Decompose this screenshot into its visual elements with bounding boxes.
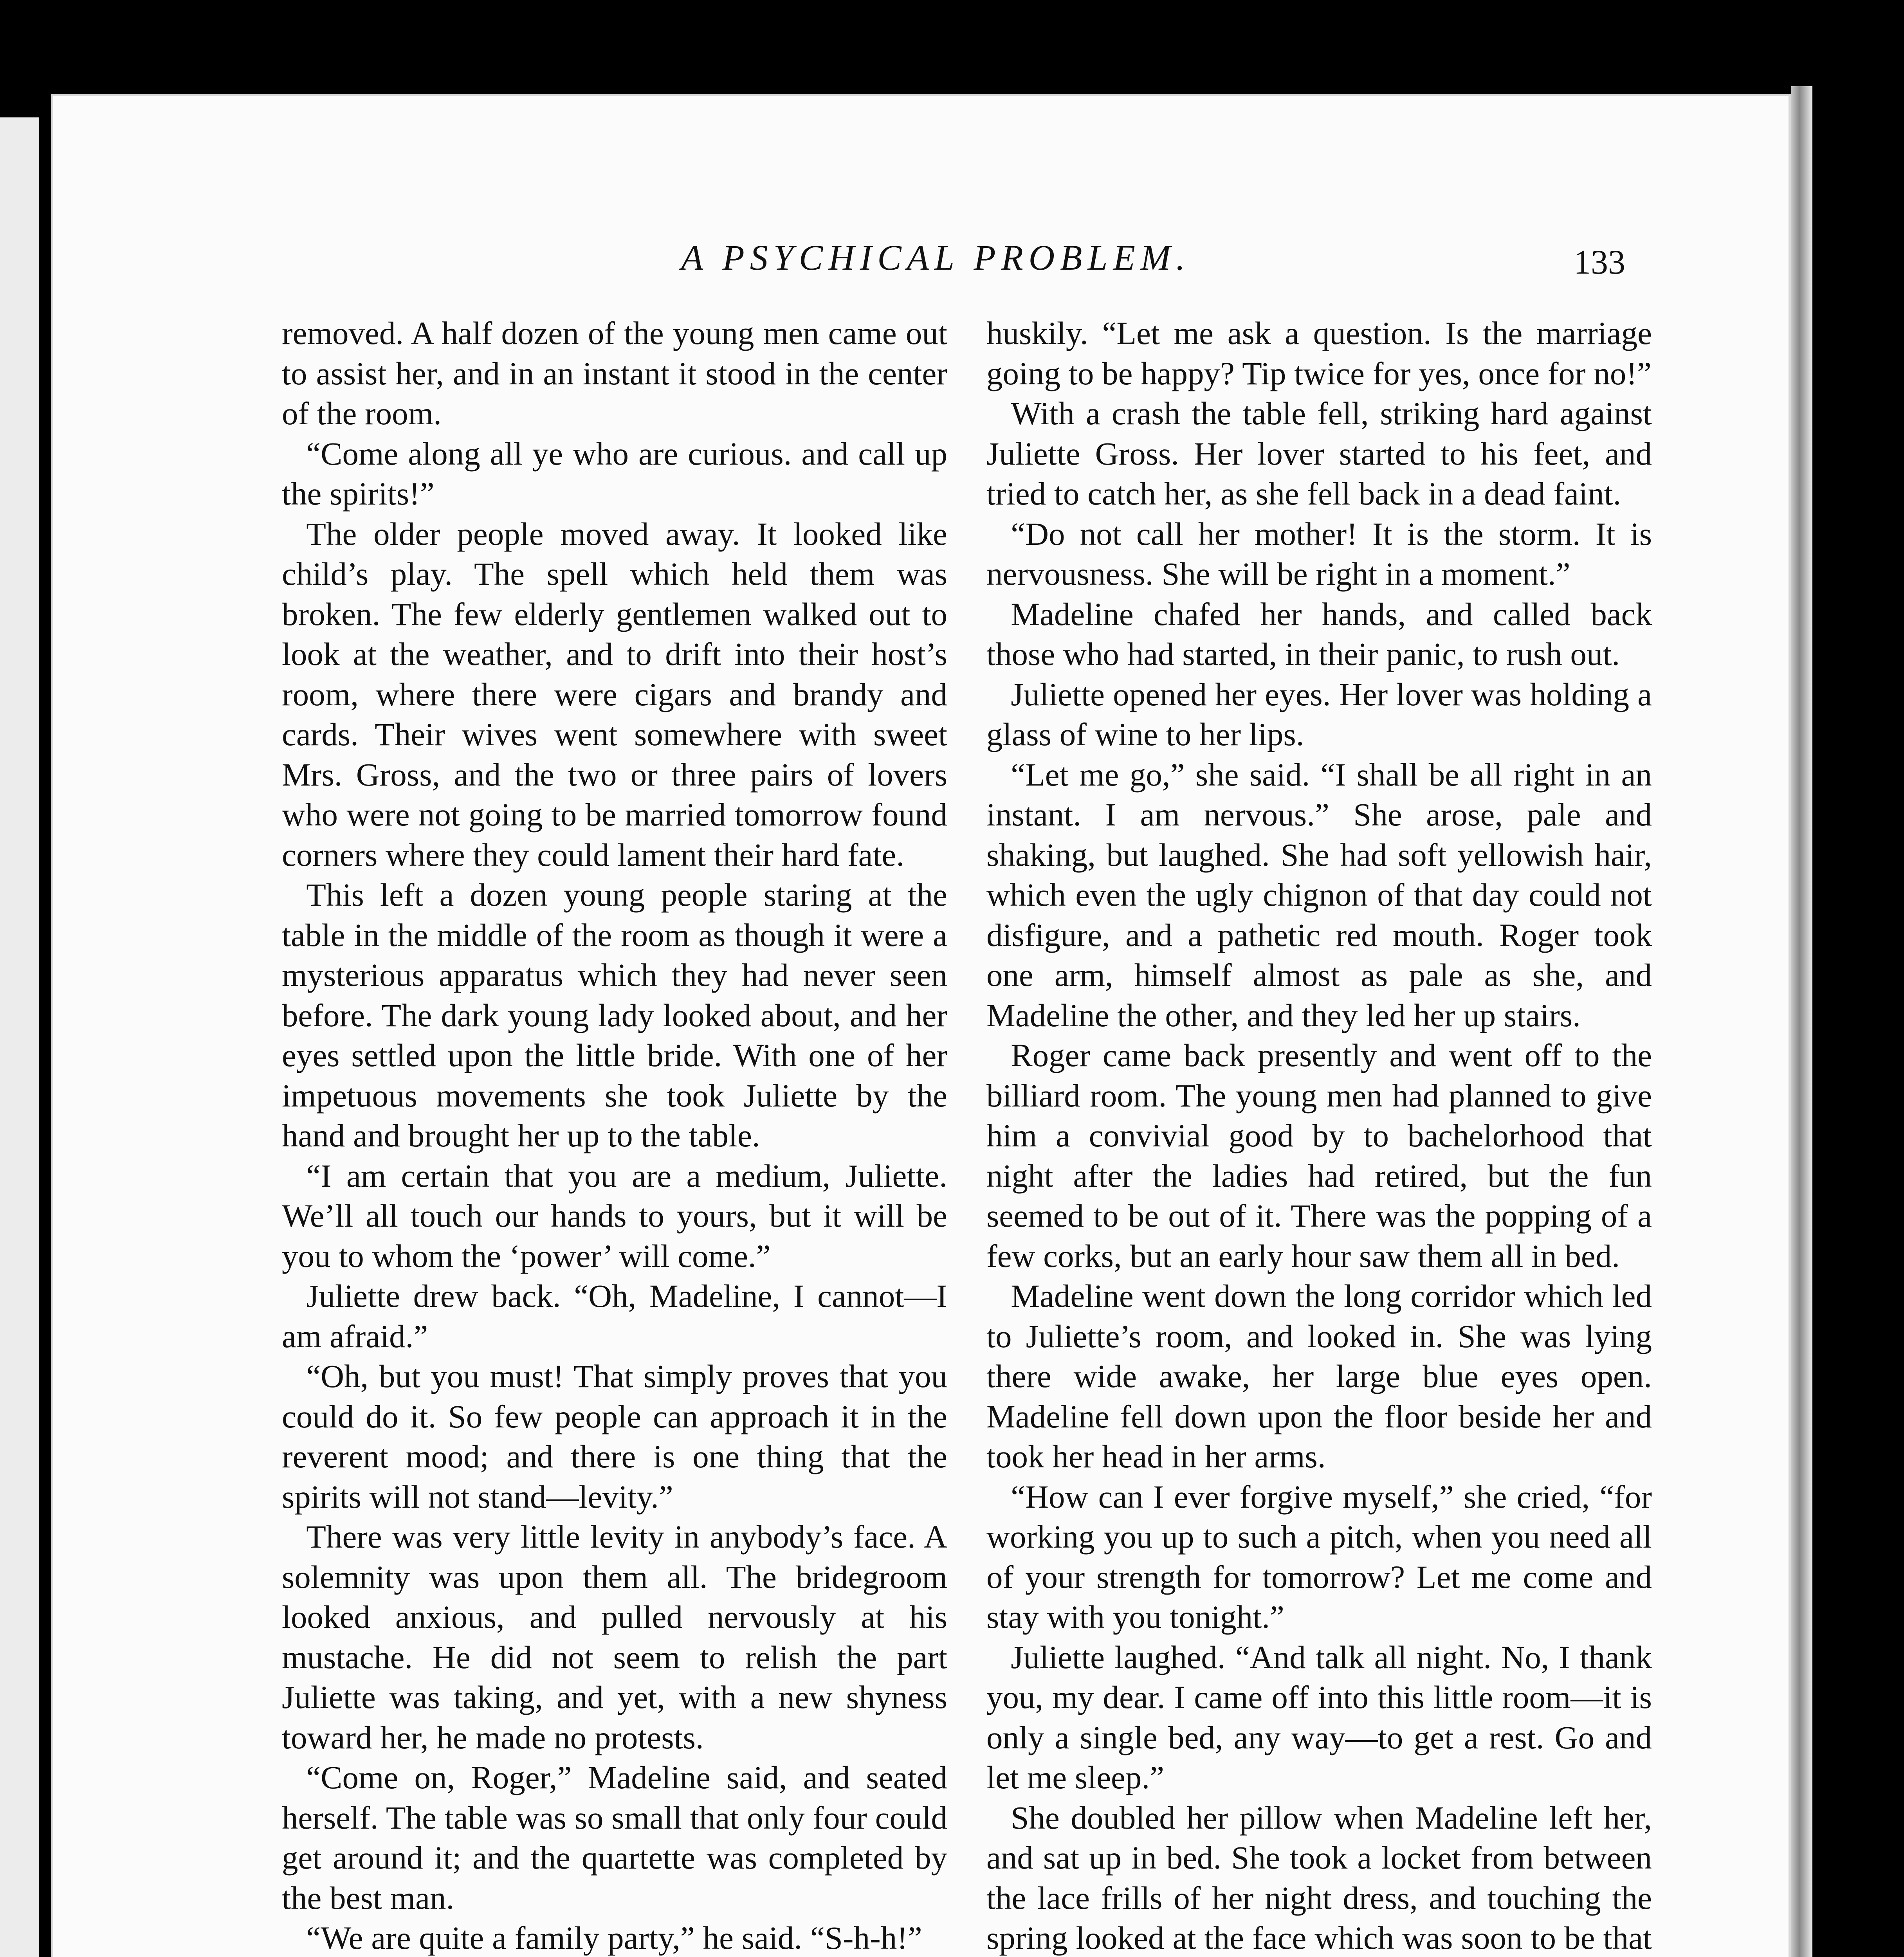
- paragraph: huskily. “Let me ask a question. Is the marriage going to be happy? Tip twice for yes, once for no!”: [986, 315, 1652, 391]
- page-number: 133: [1574, 243, 1625, 281]
- paragraph: “Come along all ye who are curious. and call up the spirits!”: [282, 435, 947, 512]
- paragraph: Roger came back presently and went off to the billiard room. The young men had planned to give him a convivial good by to bachelorhood that night after the ladies had retired, but the fun seemed to be out of it. There was the popping of a few corks, but an early hour saw them all in bed.: [986, 1037, 1652, 1274]
- paragraph: She doubled her pillow when Madeline left her, and sat up in bed. She took a locket from between the lace frills of her night dress, and touching the spring looked at the face which was soon to be that: [986, 1799, 1652, 1956]
- page-fore-edge: [1791, 86, 1812, 1957]
- paragraph: There was very little levity in anybody’s face. A solemnity was upon them all. The bridegroom looked anxious, and pulled nervously at his mustache. He did not seem to relish the part Juliette was taking, and yet, with a new shyness toward her, he made no protests.: [282, 1519, 947, 1755]
- paragraph: Juliette laughed. “And talk all night. No, I thank you, my dear. I came off into this little room—it is only a single bed, any way—to get a rest. Go and let me sleep.”: [986, 1639, 1652, 1795]
- right-column: [986, 313, 1652, 1957]
- running-head: A PSYCHICAL PROBLEM.: [681, 238, 1191, 278]
- paragraph: This left a dozen young people staring at the table in the middle of the room as though it were a mysterious apparatus which they had never seen before. The dark young lady looked about, and her eyes settled upon the little bride. With one of her impetuous movements she took Juliette by the hand and brought her up to the table.: [282, 877, 947, 1153]
- adjacent-page-edge: [0, 117, 39, 1957]
- paragraph: Juliette drew back. “Oh, Madeline, I cannot—I am afraid.”: [282, 1278, 947, 1354]
- paragraph: removed. A half dozen of the young men came out to assist her, and in an instant it stood in the center of the room.: [282, 315, 947, 431]
- left-column: [282, 313, 947, 1957]
- paragraph: The older people moved away. It looked like child’s play. The spell which held them was broken. The few elderly gentlemen walked out to look at the weather, and to drift into their host’s room, where there were cigars and brandy and cards. Their wives went somewhere with sweet Mrs. Gross, and the two or three pairs of lovers who were not going to be married tomorrow found corners where they could lament their hard fate.: [282, 515, 947, 873]
- paragraph: “I am certain that you are a medium, Juliette. We’ll all touch our hands to yours, but it will be you to whom the ‘power’ will come.”: [282, 1157, 947, 1274]
- paragraph: Juliette opened her eyes. Her lover was holding a glass of wine to her lips.: [986, 676, 1652, 752]
- paragraph: “Oh, but you must! That simply proves that you could do it. So few people can approach it in the reverent mood; and there is one thing that the spirits will not stand—levity.”: [282, 1358, 947, 1515]
- paragraph: “Do not call her mother! It is the storm. It is nervousness. She will be right in a moment.”: [986, 515, 1652, 592]
- paragraph: With a crash the table fell, striking hard against Juliette Gross. Her lover started to his feet, and tried to catch her, as she fell back in a dead faint.: [986, 395, 1652, 512]
- paragraph: “Come on, Roger,” Madeline said, and seated herself. The table was so small that only four could get around it; and the quartette was completed by the best man.: [282, 1759, 947, 1916]
- paragraph: “We are quite a family party,” he said. “S-h-h!”: [306, 1920, 922, 1956]
- paragraph: Madeline went down the long corridor which led to Juliette’s room, and looked in. She was lying there wide awake, her large blue eyes open. Madeline fell down upon the floor beside her and took her head in her arms.: [986, 1278, 1652, 1474]
- paragraph: “How can I ever forgive myself,” she cried, “for working you up to such a pitch, when you need all of your strength for tomorrow? Let me come and stay with you tonight.”: [986, 1478, 1652, 1635]
- paragraph: Madeline chafed her hands, and called back those who had started, in their panic, to rush out.: [986, 596, 1652, 672]
- paragraph: “Let me go,” she said. “I shall be all right in an instant. I am nervous.” She arose, pale and shaking, but laughed. She had soft yellowish hair, which even the ugly chignon of that day could not disfigure, and a pathetic red mouth. Roger took one arm, himself almost as pale as she, and Madeline the other, and they led her up stairs.: [986, 756, 1652, 1033]
